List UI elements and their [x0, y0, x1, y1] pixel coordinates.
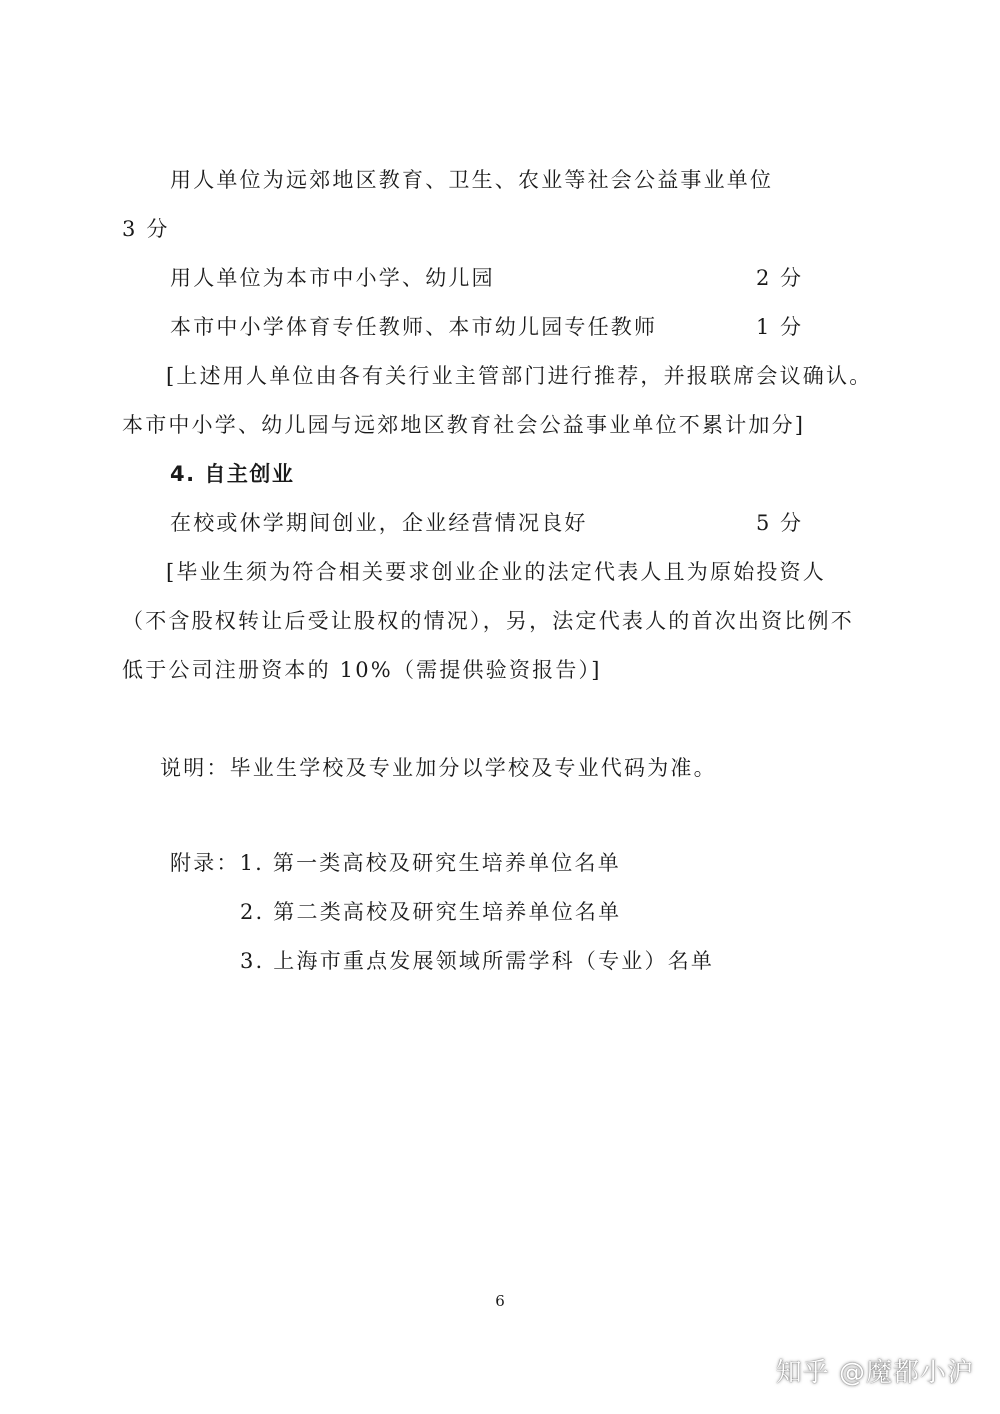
pe-teachers-score: 1 分 [756, 315, 804, 339]
section4-note-line3: 低于公司注册资本的 10%（需提供验资报告）] [122, 658, 602, 682]
appendix-item-1: 附录：1. 第一类高校及研究生培养单位名单 [170, 851, 621, 875]
section4-item-text: 在校或休学期间创业，企业经营情况良好 [170, 511, 588, 535]
note1-line1: [上述用人单位由各有关行业主管部门进行推荐，并报联席会议确认。 [166, 364, 873, 388]
pe-teachers-text: 本市中小学体育专任教师、本市幼儿园专任教师 [170, 315, 658, 339]
section4-note-line1: [毕业生须为符合相关要求创业企业的法定代表人且为原始投资人 [166, 560, 826, 584]
city-schools-text: 用人单位为本市中小学、幼儿园 [170, 266, 495, 290]
section4-item-score: 5 分 [756, 511, 804, 535]
page-number: 6 [495, 1292, 505, 1310]
remote-units-text: 用人单位为远郊地区教育、卫生、农业等社会公益事业单位 [170, 168, 774, 192]
explanation-text: 说明：毕业生学校及专业加分以学校及专业代码为准。 [160, 756, 717, 780]
city-schools-score: 2 分 [756, 266, 804, 290]
watermark: 知乎 @魔都小沪 [775, 1358, 974, 1388]
appendix-item-2: 2. 第二类高校及研究生培养单位名单 [240, 900, 622, 924]
remote-units-score: 3 分 [122, 217, 170, 241]
section4-note-line2: （不含股权转让后受让股权的情况），另，法定代表人的首次出资比例不 [122, 609, 854, 633]
note1-line2: 本市中小学、幼儿园与远郊地区教育社会公益事业单位不累计加分] [122, 413, 806, 437]
section4-heading: 4. 自主创业 [170, 462, 295, 486]
appendix-item-3: 3. 上海市重点发展领域所需学科（专业）名单 [240, 949, 715, 973]
